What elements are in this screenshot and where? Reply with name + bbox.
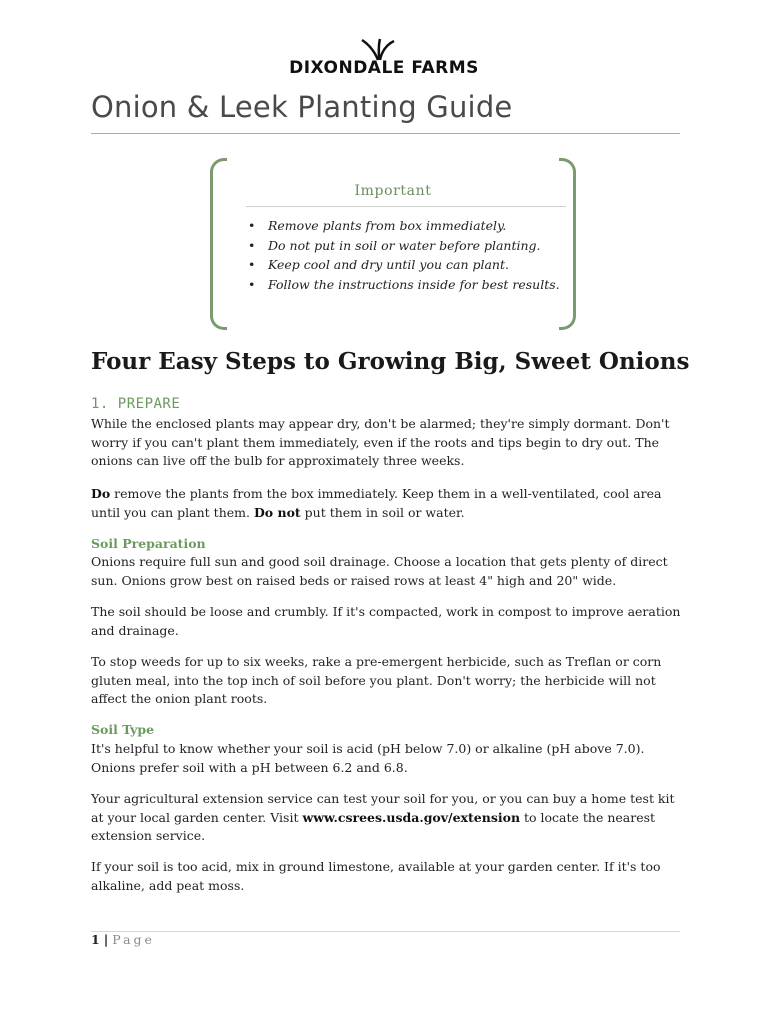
list-item: • Keep cool and dry until you can plant. [248, 255, 560, 275]
soil-prep-paragraph-1: Onions require full sun and good soil drainage. Choose a location that gets plenty of direct sun. Onions grow best on raised beds or raised rows at least 4" high and 20" wide. [91, 554, 668, 588]
list-item: • Do not put in soil or water before planting. [248, 236, 560, 256]
section-heading-prepare: 1. PREPARE [91, 396, 181, 412]
soil-type-paragraph-3: If your soil is too acid, mix in ground limestone, available at your garden center. If it's too alkaline, add peat moss. [91, 859, 661, 893]
title-divider [91, 133, 680, 134]
do-emphasis: Do [91, 486, 111, 501]
list-item: • Follow the instructions inside for best results. [248, 275, 560, 295]
soil-type-heading: Soil Type [91, 722, 155, 737]
page-label: Page [112, 932, 155, 947]
important-divider [246, 206, 566, 207]
page-number: 1 [91, 932, 100, 947]
extension-link[interactable]: www.csrees.usda.gov/extension [302, 809, 521, 825]
footer-separator: | [103, 932, 109, 947]
soil-type-paragraph-1: It's helpful to know whether your soil is acid (pH below 7.0) or alkaline (pH above 7.0). Onions prefer soil with a pH between 6.2 and 6.8. [91, 741, 645, 775]
do-not-emphasis: Do not [253, 504, 301, 520]
main-heading: Four Easy Steps to Growing Big, Sweet Onions [91, 348, 690, 375]
logo [0, 38, 768, 78]
soil-type-paragraph-2: Your agricultural extension service can test your soil for you, or you can buy a home test kit at your local garden center. Visit www.csrees.usda.gov/extension to locate the nearest extension service. [91, 791, 675, 843]
soil-prep-paragraph-3: To stop weeds for up to six weeks, rake a pre-emergent herbicide, such as Treflan or corn gluten meal, into the top inch of soil before you plant. Don't worry; the herbicide will not affect the onion plant roots. [91, 654, 662, 706]
soil-preparation-heading: Soil Preparation [91, 536, 206, 551]
prepare-paragraph-1: While the enclosed plants may appear dry, don't be alarmed; they're simply dormant. Don't worry if you can't plant them immediately, even if the roots and tips begin to dry out. The onions can live off the bulb for approximately three weeks. [91, 416, 670, 468]
prepare-paragraph-2: Do remove the plants from the box immediately. Keep them in a well-ventilated, cool area until you can plant them. Do not put them in soil or water. [91, 486, 662, 520]
logo-text: DIXONDALE FARMS [289, 58, 479, 78]
list-item: • Remove plants from box immediately. [248, 216, 560, 236]
important-callout [210, 158, 576, 324]
important-list [248, 216, 560, 294]
footer-divider [91, 931, 680, 932]
soil-prep-paragraph-2: The soil should be loose and crumbly. If it's compacted, work in compost to improve aeration and drainage. [91, 604, 681, 638]
important-heading: Important [354, 183, 432, 199]
page-footer [91, 932, 155, 947]
page-title: Onion & Leek Planting Guide [91, 90, 513, 124]
onion-sprout-icon [274, 38, 494, 78]
